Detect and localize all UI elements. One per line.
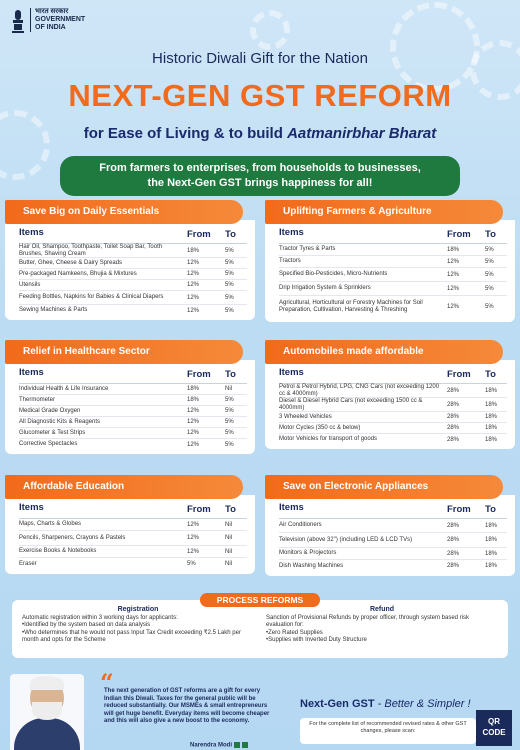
col-from: From [187,504,211,515]
section-title: Affordable Education [5,475,243,499]
rate-from: 12% [187,548,200,555]
rate-from: 12% [187,260,200,266]
item-name: Pencils, Sharpeners, Crayons & Pastels [19,534,126,541]
table-row [19,519,247,531]
registration-heading: Registration [117,606,159,613]
table-row [19,546,247,558]
rate-to: 5% [485,246,494,253]
item-name: Medical Grade Oxygen [19,407,81,414]
item-name: Drip Irrigation System & Sprinklers [279,285,371,291]
registration-column [22,606,254,652]
col-items: Items [279,367,304,378]
rate-to: 5% [485,304,494,310]
rate-to: Nil [225,386,232,392]
item-name: Diesel & Diesel Hybrid Cars (not exceeding 1500 cc & 4000mm) [279,397,423,411]
government-logo [10,6,85,34]
item-name: Feeding Bottles, Napkins for Babies & Clinical Diapers [19,294,164,300]
subtitle-italic: Aatmanirbhar Bharat [287,125,437,142]
rate-to: 5% [225,408,234,414]
rate-from: 12% [447,304,460,310]
rate-from: 28% [447,537,460,543]
rate-to: Nil [225,548,232,555]
refund-point: •Zero Rated Supplies [266,629,323,636]
rate-section [265,200,515,322]
item-name: 3 Wheeled Vehicles [279,413,332,420]
rate-from: 28% [447,550,460,557]
table-row [19,280,247,291]
table-row [19,531,247,546]
banner-line1: From farmers to enterprises, from households to businesses, [99,162,421,174]
rate-from: 12% [447,285,460,292]
item-name: Specified Bio-Pesticides, Micro-Nutrients [279,271,388,277]
col-items: Items [19,502,44,513]
footer [0,662,520,750]
rate-section [265,475,515,576]
process-reforms-title: PROCESS REFORMS [200,593,320,607]
table-row [19,269,247,280]
col-items: Items [279,502,304,513]
subtitle-prefix: for Ease of Living & to build [83,125,288,142]
table-row [19,417,247,428]
rate-from: 12% [187,430,200,436]
tagline-rest: - Better & Simpler ! [374,698,471,710]
col-to: To [225,504,236,515]
rate-from: 12% [447,258,460,265]
rate-to: 5% [225,271,234,277]
rate-from: 28% [447,563,460,569]
item-name: Corrective Spectacles [19,441,78,447]
rate-to: 5% [485,258,494,265]
rate-from: 28% [447,414,460,420]
col-items: Items [19,367,44,378]
section-table [5,220,255,320]
item-name: Eraser [19,560,37,567]
rate-from: 12% [187,535,200,541]
flag-icon [234,742,240,748]
section-table [265,495,515,576]
item-name: Agricultural, Horticultural or Forestry Machines for Soil Preparation, Cultivation, Harvesting & Threshing [279,300,423,313]
table-row [19,258,247,269]
table-header [19,226,247,244]
tagline [300,698,471,710]
rate-to: 18% [485,563,498,569]
rate-from: 12% [187,307,200,314]
item-name: Glucometer & Test Strips [19,429,86,436]
rate-from: 12% [187,408,200,414]
gov-line1: GOVERNMENT [35,16,86,23]
table-row [19,428,247,439]
refund-intro: Sanction of Provisional Refunds by proper officer, through system based risk evaluation for: [266,614,469,628]
col-items: Items [279,227,304,238]
table-row [279,256,507,268]
rate-to: Nil [225,535,232,541]
gov-hindi: भारत सरकार [35,8,69,15]
banner-line2: the Next-Gen GST brings happiness for all! [147,177,373,189]
qr-code[interactable] [476,710,512,746]
rate-to: 5% [485,285,494,292]
table-row [279,244,507,256]
page-title: NEXT-GEN GST REFORM [68,78,452,113]
item-name: Air Conditioners [279,522,322,528]
item-name: Dish Washing Machines [279,562,344,569]
rate-to: 5% [225,430,234,436]
rate-to: 5% [225,397,234,403]
process-reforms-box [12,600,508,658]
table-row [19,558,247,570]
col-from: From [447,229,471,240]
rate-from: 18% [187,397,200,403]
rate-to: 18% [485,414,498,420]
refund-point: •Supplies with Inverted Duty Structure [266,637,367,643]
quote-mark-icon: “ [100,668,114,697]
rate-to: 5% [225,294,234,301]
table-header [279,226,507,244]
rate-from: 12% [187,441,200,448]
refund-column [266,606,498,652]
green-banner [60,156,460,196]
rate-section [5,340,255,454]
rate-to: 18% [485,550,498,557]
item-name: Motor Cycles (350 cc & below) [279,424,361,431]
item-name: Maps, Charts & Globes [19,521,82,527]
table-row [279,548,507,560]
rate-from: 18% [187,386,200,392]
col-from: From [447,504,471,515]
rate-section [5,200,255,320]
item-name: All Diagnostic Kits & Reagents [19,418,101,425]
gov-line2: OF INDIA [35,24,66,31]
table-row [19,406,247,417]
item-name: Petrol & Petrol Hybrid, LPG, CNG Cars (not exceeding 1200 cc & 4000mm) [279,383,440,397]
item-name: Butter, Ghee, Cheese & Dairy Spreads [19,259,123,266]
col-to: To [225,369,236,380]
rate-to: 5% [225,282,234,288]
table-header [279,501,507,519]
item-name: Tractor Tyres & Parts [279,246,336,252]
rate-to: Nil [225,521,232,528]
col-to: To [485,229,496,240]
pm-portrait [10,674,84,750]
table-row [279,423,507,434]
rate-from: 12% [187,521,200,528]
col-from: From [447,369,471,380]
rate-to: 5% [225,247,234,254]
rate-from: 28% [447,387,460,394]
table-header [19,366,247,384]
rate-section [265,340,515,449]
table-row [279,282,507,296]
table-row [279,519,507,533]
rate-from: 12% [187,294,200,301]
decorative-gear [250,10,290,50]
rate-to: Nil [225,561,232,567]
item-name: Monitors & Projectors [279,550,337,556]
table-row [19,291,247,305]
qr-note: For the complete list of recommended revised rates & other GST changes, please scan: [300,718,476,744]
section-table [265,360,515,449]
table-header [19,501,247,519]
rate-to: 5% [485,271,494,278]
rate-to: 5% [225,260,234,266]
table-header [279,366,507,384]
table-row [279,384,507,398]
item-name: Individual Health & Life Insurance [19,385,109,392]
col-items: Items [19,227,44,238]
section-title: Relief in Healthcare Sector [5,340,243,364]
rate-from: 28% [447,522,460,529]
rate-from: 12% [187,282,200,288]
rate-from: 12% [187,271,200,277]
rate-from: 5% [187,561,196,567]
rate-to: 18% [485,436,498,443]
table-row [279,560,507,572]
decorative-gear [0,110,50,180]
table-row [279,268,507,282]
table-row [279,434,507,445]
rate-from: 28% [447,436,460,443]
col-from: From [187,229,211,240]
table-row [279,533,507,548]
rate-to: 5% [225,419,234,425]
tagline-bold: Next-Gen GST [300,698,375,710]
item-name: Utensils [19,281,41,288]
rate-from: 18% [447,246,460,253]
rate-from: 28% [447,401,460,408]
section-table [5,360,255,454]
national-emblem-icon [10,6,26,34]
table-row [19,395,247,406]
section-title: Save on Electronic Appliances [265,475,503,499]
rate-from: 28% [447,425,460,431]
rate-to: 18% [485,522,498,529]
flag-icon [242,742,248,748]
rate-to: 18% [485,401,498,408]
item-name: Sewing Machines & Parts [19,307,88,313]
registration-point: •Identified by the system based on data analysis [22,622,151,628]
section-title: Automobiles made affordable [265,340,503,364]
col-to: To [485,504,496,515]
rate-to: 5% [225,307,234,314]
item-name: Exercise Books & Notebooks [19,548,97,554]
item-name: Motor Vehicles for transport of goods [279,436,378,442]
rate-from: 12% [447,271,460,278]
table-row [279,398,507,412]
col-to: To [485,369,496,380]
rate-to: 18% [485,425,498,431]
table-row [19,384,247,395]
rate-from: 12% [187,419,200,425]
rate-to: 18% [485,387,498,394]
item-name: Pre-packaged Namkeens, Bhujia & Mixtures [19,270,137,277]
section-title: Save Big on Daily Essentials [5,200,243,224]
government-of-india-text [30,8,85,32]
quote-author [190,742,248,749]
header-kicker: Historic Diwali Gift for the Nation [152,50,368,67]
page-subtitle [0,125,520,142]
item-name: Tractors [279,258,301,264]
col-from: From [187,369,211,380]
table-row [19,305,247,316]
rate-to: 5% [225,441,234,448]
table-row [279,296,507,318]
col-to: To [225,229,236,240]
table-row [19,244,247,258]
item-name: Television (above 32") (including LED & LCD TVs) [279,536,413,543]
refund-heading: Refund [369,606,395,613]
table-row [279,412,507,423]
rate-to: 18% [485,537,498,543]
table-row [19,439,247,450]
qr-line2: CODE [482,728,506,737]
registration-point: •Who determines that he would not pass Input Tax Credit exceeding ₹2.5 Lakh per month and opts for the Scheme [22,629,241,643]
author-name: Narendra Modi [190,742,233,749]
pm-quote: The next generation of GST reforms are a gift for every Indian this Diwali. Taxes for the general public will be reduced substantially. Our MSMEs & small entrepreneurs will get huge benefit. Everyday items will become cheaper and this will also give a new boost to the economy. [104,688,270,724]
section-table [265,220,515,322]
registration-intro: Automatic registration within 3 working days for applicants: [22,614,178,621]
item-name: Hair Oil, Shampoo, Toothpaste, Toilet Soap Bar, Tooth Brushes, Shaving Cream [19,243,163,257]
item-name: Thermometer [19,396,56,403]
qr-line1: QR [488,717,500,726]
section-table [5,495,255,574]
rate-from: 18% [187,247,200,254]
rate-section [5,475,255,574]
section-title: Uplifting Farmers & Agriculture [265,200,503,224]
